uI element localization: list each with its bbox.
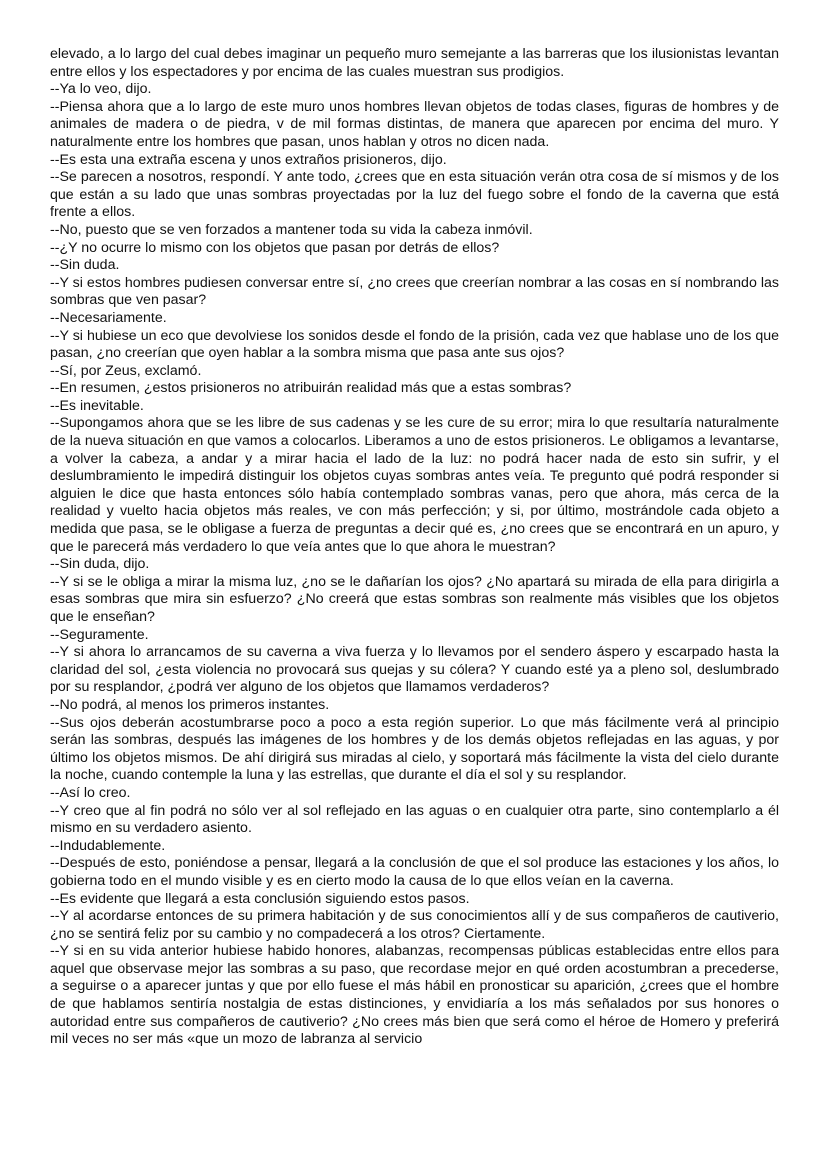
dialogue-paragraph: --Después de esto, poniéndose a pensar, llegará a la conclusión de que el sol produce las estaciones y los años, lo gobierna todo en el mundo visible y es en cierto modo la causa de lo que ellos veían en la caverna. (50, 855, 779, 889)
dialogue-paragraph: --Y al acordarse entonces de su primera habitación y de sus conocimientos allí y de sus compañeros de cautiverio, ¿no se sentirá feliz por su cambio y no compadecerá a los otros? Ciertamente. (50, 908, 779, 942)
dialogue-paragraph: --En resumen, ¿estos prisioneros no atribuirán realidad más que a estas sombras? (50, 380, 572, 397)
dialogue-paragraph: --Es inevitable. (50, 397, 144, 414)
dialogue-paragraph: --Seguramente. (50, 626, 149, 643)
dialogue-paragraph: --No podrá, al menos los primeros instantes. (50, 696, 330, 713)
paragraph-continuation: elevado, a lo largo del cual debes imaginar un pequeño muro semejante a las barreras que los ilusionistas levantan entre ellos y los espectadores y por encima de las cuales muestran sus prodigios. (50, 46, 779, 80)
dialogue-paragraph: --¿Y no ocurre lo mismo con los objetos que pasan por detrás de ellos? (50, 239, 500, 256)
dialogue-paragraph: --Se parecen a nosotros, respondí. Y ante todo, ¿crees que en esta situación verán otra cosa de sí mismos y de los que están a su lado que unas sombras proyectadas por la luz del fuego sobre el fondo de la caverna que está frente a ellos. (50, 169, 779, 221)
document-page (50, 46, 779, 1049)
dialogue-paragraph: --Es esta una extraña escena y unos extraños prisioneros, dijo. (50, 151, 447, 168)
dialogue-paragraph: --Y si estos hombres pudiesen conversar entre sí, ¿no crees que creerían nombrar a las cosas en sí nombrando las sombras que ven pasar? (50, 274, 779, 309)
dialogue-paragraph: --Ya lo veo, dijo. (50, 81, 152, 98)
dialogue-paragraph: --Es evidente que llegará a esta conclusión siguiendo estos pasos. (50, 890, 470, 907)
dialogue-paragraph: --Indudablemente. (50, 837, 166, 854)
dialogue-paragraph: --Así lo creo. (50, 784, 131, 801)
dialogue-paragraph: --Sin duda, dijo. (50, 556, 150, 573)
dialogue-paragraph: --Sí, por Zeus, exclamó. (50, 362, 202, 379)
dialogue-paragraph: --Y si hubiese un eco que devolviese los sonidos desde el fondo de la prisión, cada vez que hablase uno de los que pasan, ¿no creerían que oyen hablar a la sombra misma que pasa ante sus ojos? (50, 327, 779, 362)
dialogue-paragraph: --Y si se le obliga a mirar la misma luz, ¿no se le dañarían los ojos? ¿No apartará su mirada de ella para dirigirla a esas sombras que mira sin esfuerzo? ¿No creerá que estas sombras son realmente más visibles que los objetos que le enseñan? (50, 573, 779, 625)
dialogue-paragraph: --Y si ahora lo arrancamos de su caverna a viva fuerza y lo llevamos por el sendero áspero y escarpado hasta la claridad del sol, ¿esta violencia no provocará sus quejas y su cólera? Y cuando esté ya a pleno sol, deslumbrado por su resplandor, ¿podrá ver alguno de los objetos que llamamos verdaderos? (50, 644, 779, 696)
dialogue-paragraph: --Supongamos ahora que se les libre de sus cadenas y se les cure de su error; mira lo que resultaría naturalmente de la nueva situación en que vamos a colocarlos. Liberamos a uno de estos prisioneros. Le obligamos a levantarse, a volver la cabeza, a andar y a mirar hacia el lado de la luz: no podrá hacer nada de esto sin sufrir, y el deslumbramiento le impedirá distinguir los objetos cuyas sombras antes veía. Te pregunto qué podrá responder si alguien le dice que hasta entonces sólo había contemplado sombras vanas, pero que ahora, más cerca de la realidad y vuelto hacia objetos más reales, ve con más perfección; y si, por último, mostrándole cada objeto a medida que pasa, se le obligase a fuerza de preguntas a decir qué es, ¿no crees que se encontrará en un apuro, y que le parecerá más verdadero lo que veía antes que lo que ahora le muestran? (50, 415, 779, 555)
dialogue-paragraph: --No, puesto que se ven forzados a mantener toda su vida la cabeza inmóvil. (50, 221, 533, 238)
dialogue-paragraph: --Y si en su vida anterior hubiese habido honores, alabanzas, recompensas públicas establecidas entre ellos para aquel que observase mejor las sombras a su paso, que recordase mejor en qué orden acostumbran a precederse, a seguirse o a aparecer juntas y que por ello fuese el más hábil en pronosticar su aparición, ¿crees que el hombre de que hablamos sentiría nostalgia de estas distinciones, y envidiaría a los más señalados por sus honores o autoridad entre sus compañeros de cautiverio? ¿No crees más bien que será como el héroe de Homero y preferirá mil veces no ser más «que un mozo de labranza al servicio (50, 943, 779, 1048)
dialogue-paragraph: --Piensa ahora que a lo largo de este muro unos hombres llevan objetos de todas clases, figuras de hombres y de animales de madera o de piedra, v de mil formas distintas, de manera que aparecen por encima del muro. Y naturalmente entre los hombres que pasan, unos hablan y otros no dicen nada. (50, 98, 779, 150)
dialogue-paragraph: --Necesariamente. (50, 309, 167, 326)
dialogue-paragraph: --Y creo que al fin podrá no sólo ver al sol reflejado en las aguas o en cualquier otra parte, sino contemplarlo a él mismo en su verdadero asiento. (50, 802, 779, 837)
dialogue-paragraph: --Sin duda. (50, 257, 120, 274)
dialogue-paragraph: --Sus ojos deberán acostumbrarse poco a poco a esta región superior. Lo que más fácilmente verá al principio serán las sombras, después las imágenes de los hombres y de los demás objetos reflejadas en las aguas, y por último los objetos mismos. De ahí dirigirá sus miradas al cielo, y soportará más fácilmente la vista del cielo durante la noche, cuando contemple la luna y las estrellas, que durante el día el sol y su resplandor. (50, 714, 779, 784)
